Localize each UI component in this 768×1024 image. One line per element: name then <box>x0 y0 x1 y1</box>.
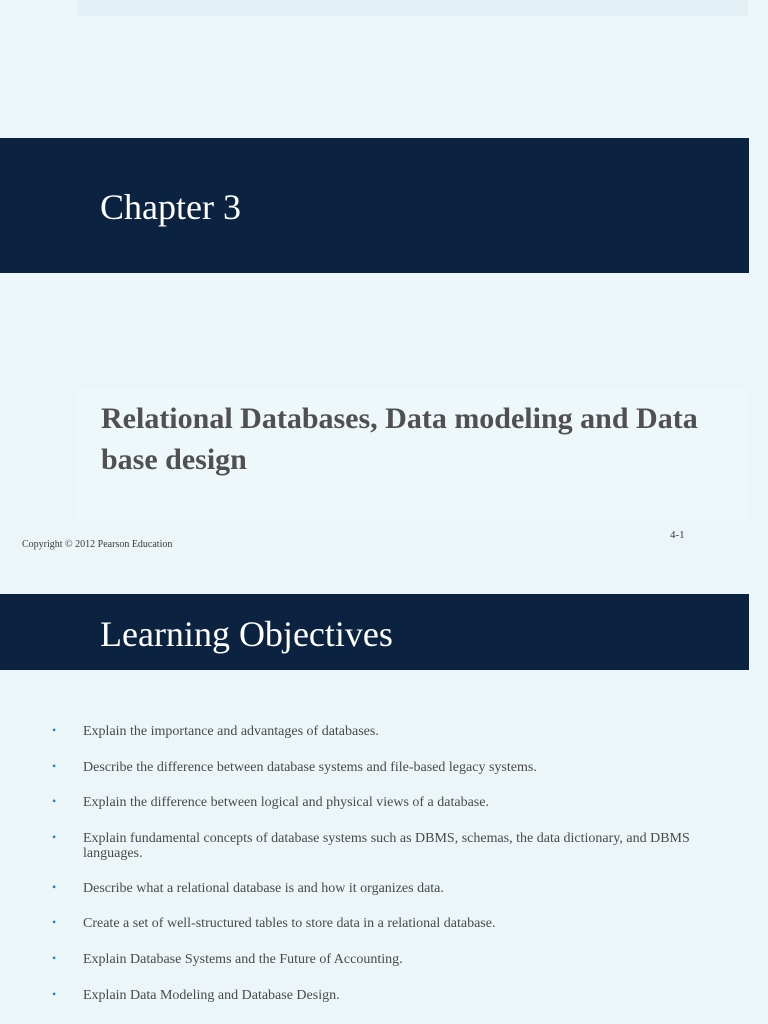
bullet-icon: • <box>52 723 57 737</box>
bullet-icon: • <box>52 915 57 929</box>
objective-text: Explain Database Systems and the Future of Accounting. <box>83 952 403 967</box>
list-item <box>52 760 712 775</box>
bullet-icon: • <box>52 830 57 844</box>
objective-text: Explain fundamental concepts of database systems such as DBMS, schemas, the data dictionary, and DBMS languages. <box>83 831 690 861</box>
bullet-icon: • <box>52 951 57 965</box>
list-item <box>52 724 712 739</box>
objective-text: Describe the difference between database systems and file-based legacy systems. <box>83 760 537 775</box>
list-item <box>52 881 712 896</box>
chapter-subtitle: Relational Databases, Data modeling and Data base design <box>101 402 698 476</box>
bullet-icon: • <box>52 987 57 1001</box>
objective-text: Describe what a relational database is and how it organizes data. <box>83 881 444 896</box>
learning-objectives-title: Learning Objectives <box>100 614 393 654</box>
list-item <box>52 952 712 967</box>
list-item <box>52 988 712 1003</box>
objective-text: Create a set of well-structured tables to store data in a relational database. <box>83 916 496 931</box>
list-item <box>52 916 712 931</box>
objective-text: Explain the difference between logical and physical views of a database. <box>83 795 489 810</box>
bullet-icon: • <box>52 759 57 773</box>
objective-text: Explain the importance and advantages of databases. <box>83 724 379 739</box>
top-decorative-band <box>78 0 748 16</box>
slide-number: 4-1 <box>670 529 685 541</box>
copyright-notice: Copyright © 2012 Pearson Education <box>22 539 173 550</box>
list-item <box>52 831 712 861</box>
chapter-title: Chapter 3 <box>100 187 241 227</box>
objective-text: Explain Data Modeling and Database Design. <box>83 988 340 1003</box>
list-item <box>52 795 712 810</box>
bullet-icon: • <box>52 880 57 894</box>
bullet-icon: • <box>52 794 57 808</box>
